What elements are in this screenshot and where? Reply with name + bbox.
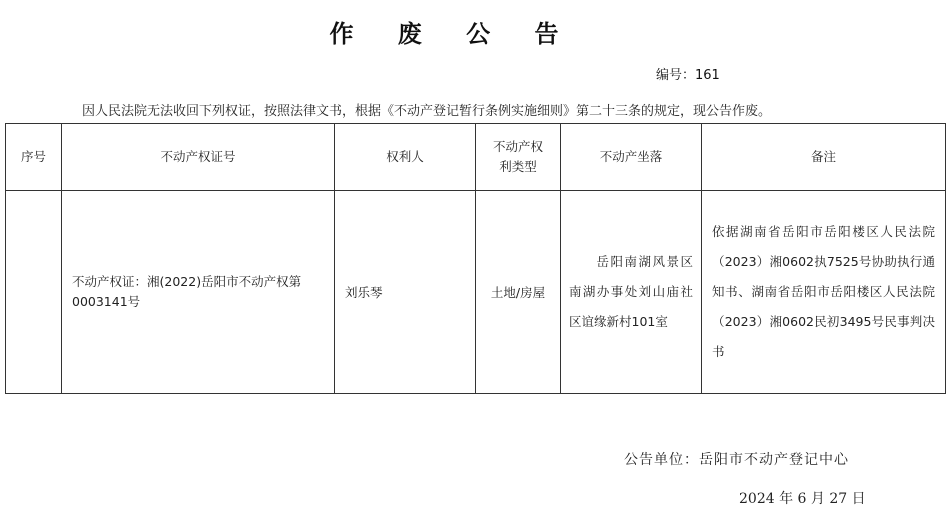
cell-holder: 刘乐琴 [335, 191, 476, 394]
table-header-row [6, 124, 946, 191]
header-right-type [476, 124, 561, 191]
cell-remarks: 依据湖南省岳阳市岳阳楼区人民法院（2023）湘0602执7525号协助执行通知书、湖南省岳阳市岳阳楼区人民法院（2023）湘0602民初3495号民事判决书 [702, 191, 946, 394]
document-number: 编号：161 [656, 68, 720, 83]
cell-location-text: 岳阳南湖风景区南湖办事处刘山庙社区谊缘新村101室 [569, 254, 693, 329]
void-notice-table [5, 123, 946, 394]
header-remarks: 备注 [702, 124, 946, 191]
issue-date: 2024 年 6 月 27 日 [739, 491, 866, 507]
cell-location [561, 191, 702, 394]
document-title: 作 废 公 告 [329, 20, 577, 48]
header-seq: 序号 [6, 124, 62, 191]
issuing-unit: 公告单位：岳阳市不动产登记中心 [624, 452, 849, 468]
header-holder: 权利人 [335, 124, 476, 191]
header-location: 不动产坐落 [561, 124, 702, 191]
cell-right-type: 土地/房屋 [476, 191, 561, 394]
intro-paragraph: 因人民法院无法收回下列权证，按照法律文书，根据《不动产登记暂行条例实施细则》第二十三条的规定，现公告作废。 [82, 104, 772, 119]
header-certificate: 不动产权证号 [62, 124, 335, 191]
cell-seq [6, 191, 62, 394]
header-right-type-label: 不动产权利类型 [492, 139, 543, 174]
cell-certificate: 不动产权证：湘(2022)岳阳市不动产权第0003141号 [62, 191, 335, 394]
table-row [6, 191, 946, 394]
